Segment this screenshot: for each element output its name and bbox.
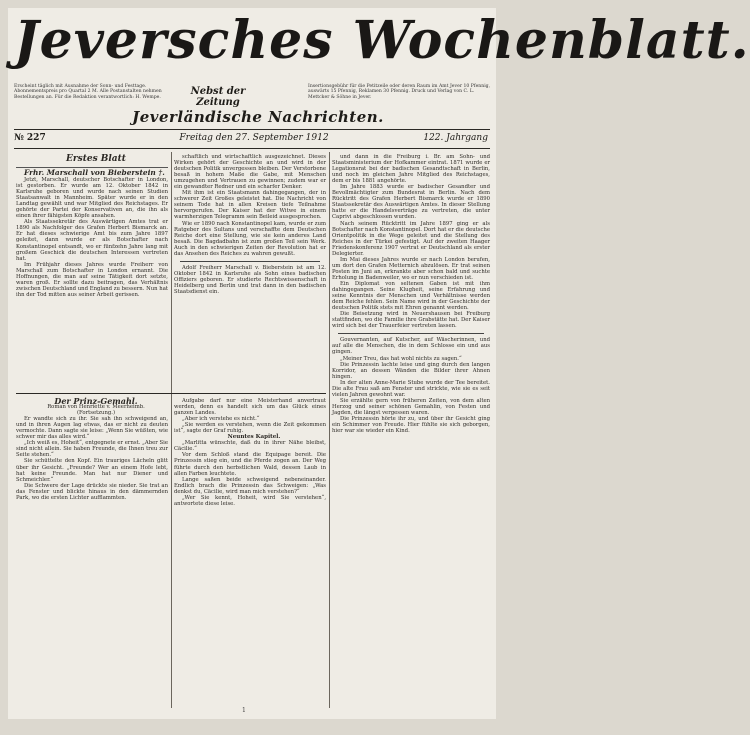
column-rule-2 xyxy=(329,152,330,708)
story-paragraph: Gouvernanten, auf Kutscher, auf Wäscherinnen, und auf alle die Menschen, die in dem Schlosse ein und aus gingen. xyxy=(332,337,490,356)
feuilleton-column-1 xyxy=(16,398,168,710)
masthead-subrow xyxy=(8,84,496,106)
issue-number: № 227 xyxy=(14,133,46,143)
article-paragraph: Die Beisetzung wird in Neuershausen bei Freiburg stattfinden, wo die Familie ihre Grabstätte hat. Der Kaiser wird sich bei der Trauerfeier vertreten lassen. xyxy=(332,311,490,330)
story-paragraph: Sie schüttelte den Kopf. Ein trauriges Lächeln glitt über ihr Gesicht. „Freunde? Wer an einem Hofe lebt, hat keine Freunde. Man hat nur Diener und Schmeichler.“ xyxy=(16,458,168,483)
column-3 xyxy=(332,154,490,710)
chapter-heading: Neuntes Kapitel. xyxy=(227,434,281,441)
masthead-right-notice: Insertionsgebühr für die Petitzeile oder deren Raum im Amt Jever 10 Pfennig, auswärts 15 Pfennig, Reklamen 30 Pfennig. Druck und Verlag von C. L. Mettcker & Söhne in Jever. xyxy=(308,84,491,100)
rule-issue xyxy=(14,148,490,149)
article-paragraph: und dann in die Freiburg i. Br. am Sohn- und Staatsministerium der Hofkammer eintrat. 1871 wurde er Legationsrat bei der badischen Gesandtschaft in Berlin, und noch im gleichen Jahre Mitglied des Reichstages, dem er bis 1881 angehörte. xyxy=(332,154,490,185)
article-paragraph: Adolf Freiherr Marschall v. Bieberstein ist am 12. Oktober 1842 in Karlsruhe als Sohn eines badischen Offiziers geboren. Er studierte Rechtswissenschaft in Heidelberg und Berlin und trat dann in den badischen Staatsdienst ein. xyxy=(174,264,326,295)
page-number: 1 xyxy=(242,707,246,714)
feuilleton-column-2 xyxy=(174,398,326,710)
masthead-title: Jeversches Wochenblatt. xyxy=(14,10,750,71)
story-paragraph: „Meiner Treu, das hat wohl nichts zu sagen.“ xyxy=(340,355,462,362)
column-rule-1 xyxy=(171,152,172,708)
story-paragraph: Sie erzählte gern von früheren Zeiten, von dem alten Herzog und seiner schönen Gemahlin, von Festen und Jagden, die längst vergessen waren. xyxy=(332,397,490,416)
article-paragraph: Im Jahre 1883 wurde er badischer Gesandter und Bevollmächtigter zum Bundesrat in Berlin. Nach dem Rücktritt des Grafen Herbert Bismarck wurde er 1890 Staatssekretär des Auswärtigen Amtes. In dieser Stellung hatte er die Handelsverträge zu vertreten, die unter Caprivi abgeschlossen wurden. xyxy=(332,184,490,221)
section-heading: Erstes Blatt xyxy=(16,154,168,168)
story-paragraph: „Ich weiß es, Hoheit“, entgegnete er ernst. „Aber Sie sind nicht allein. Sie haben Freunde, die Ihnen treu zur Seite stehen.“ xyxy=(16,440,168,459)
story-author: Roman von Henriette v. Meerheimb. xyxy=(47,404,145,411)
article-paragraph: Im Mai dieses Jahres wurde er nach London berufen, um dort den Grafen Metternich abzulösen. Er trat seinen Posten im Juni an, erkrankte aber schon bald und suchte Erholung in Badenweiler, wo er nun verschieden ist. xyxy=(332,256,490,281)
story-paragraph: „Wer Sie kennt, Hoheit, wird Sie verstehen“, antwortete diese leise. xyxy=(174,494,326,507)
story-paragraph: Die Prinzessin hörte ihr zu, und über ihr Gesicht ging ein Schimmer von Freude. Hier fühlte sie sich geborgen, hier war sie wieder ein Kind. xyxy=(332,415,490,435)
article-paragraph: Im Frühjahr dieses Jahres wurde Freiherr von Marschall zum Botschafter in London ernannt. Die Hoffnungen, die man auf seine Tätigkeit dort setzte, waren groß. Er sollte dazu beitragen, das Verhältnis zwischen Deutschland und England zu bessern. Nun hat ihn der Tod mitten aus seiner Arbeit gerissen. xyxy=(16,261,168,298)
story-paragraph: In der alten Anne-Marie Stube wurde der Tee bereitet. Die alte Frau saß am Fenster und strickte, wie sie es seit vielen Jahren gewohnt war. xyxy=(332,379,490,398)
story-paragraph: Die Prinzessin lachte leise und ging durch den langen Korridor, an dessen Wänden die Bilder ihrer Ahnen hingen. xyxy=(332,361,490,380)
story-paragraph: Er wandte sich zu ihr. Sie sah ihn schweigend an, und in ihren Augen lag etwas, das er nicht zu deuten vermochte. Dann sagte sie leise: „Wenn Sie wüßten, wie schwer mir das alles wird.“ xyxy=(16,416,168,441)
column-2 xyxy=(174,154,326,390)
masthead-left-notice: Erscheint täglich mit Ausnahme der Sonn- und Festtage. Abonnementspreis pro Quartal 2 M. Alle Postanstalten nehmen Bestellungen an. Für die Redaktion verantwortlich: H. Wempe. xyxy=(14,84,162,100)
article-paragraph: Nach seinem Rücktritt im Jahre 1897 ging er als Botschafter nach Konstantinopel. Dort hat er die deutsche Orientpolitik in die Wege geleitet und die Stellung des Reiches in der Türkei gefestigt. Auf der zweiten Haager Friedenskonferenz 1907 vertrat er Deutschland als erster Delegierter. xyxy=(332,220,490,257)
story-paragraph: „Aber ich verstehe es nicht.“ xyxy=(182,416,260,423)
story-paragraph: Lange saßen beide schweigend nebeneinander. Endlich brach die Prinzessin das Schweigen: „Was denkst du, Cäcilie, wird man mich verstehen?“ xyxy=(174,476,326,495)
masthead-nebst: Nebst der Zeitung xyxy=(190,86,246,108)
article-paragraph: Ein Diplomat von seltenen Gaben ist mit ihm dahingegangen. Seine Klugheit, seine Erfahrung und seine Kenntnis der Menschen und Verhältnisse werden dem Reiche fehlen. Sein Name wird in der Geschichte der deutschen Politik stets mit Ehren genannt werden. xyxy=(332,280,490,312)
rule-feuilleton xyxy=(16,393,326,394)
article-headline: Frhr. Marschall von Bieberstein †. xyxy=(24,168,165,177)
article-paragraph: schaftlich und wirtschaftlich ausgezeichnet. Dieses Wirken gehört der Geschichte an und wird in der deutschen Politik unvergessen bleiben. Der Verstorbene besaß in hohem Maße die Gabe, mit Menschen umzugehen und Vertrauen zu gewinnen; zudem war er ein gewandter Redner und ein scharfer Denker. xyxy=(174,154,326,191)
story-paragraph: Aufgabe darf nur eine Meisterhand anvertraut werden, denn es handelt sich um das Glück eines ganzen Landes. xyxy=(174,398,326,417)
issue-year: 122. Jahrgang xyxy=(423,133,488,143)
article-separator xyxy=(338,333,484,334)
rule-top xyxy=(14,129,490,130)
article-paragraph: Jetzt, Marschall, deutscher Botschafter in London, ist gestorben. Er wurde am 12. Oktober 1842 in Karlsruhe geboren und wurde nach seinen Studien Staatsanwalt in Mannheim. Später wurde er in den Landtag gewählt und war Mitglied des Reichstages. Er gehörte der Partei der Konservativen an, die ihn als einen ihrer fähigsten Köpfe ansahen. xyxy=(16,177,168,220)
article-paragraph: Als Staatssekretär des Auswärtigen Amtes trat er 1890 als Nachfolger des Grafen Herbert Bismarck an. Er hat dieses schwierige Amt bis zum Jahre 1897 geleitet, dann wurde er als Botschafter nach Konstantinopel entsandt, wo er fünfzehn Jahre lang mit großem Geschick die deutschen Interessen vertreten hat. xyxy=(16,219,168,262)
story-continuation: (Fortsetzung.) xyxy=(76,410,116,417)
story-paragraph: Vor dem Schloß stand die Equipage bereit. Die Prinzessin stieg ein, und die Pferde zogen an. Der Weg führte durch den herbstlichen Wald, dessen Laub in allen Farben leuchtete. xyxy=(174,452,326,477)
issue-date: Freitag den 27. September 1912 xyxy=(179,133,329,143)
article-paragraph: Mit ihm ist ein Staatsmann dahingegangen, der in schwerer Zeit Großes geleistet hat. Die Nachricht von seinem Tode hat in allen Kreisen tiefe Teilnahme hervorgerufen. Der Kaiser hat der Witwe in einem warmherzigen Telegramm sein Beileid ausgesprochen. xyxy=(174,190,326,221)
newspaper-page xyxy=(8,8,750,719)
article-paragraph: Wie er 1890 nach Konstantinopel kam, wurde er zum Ratgeber des Sultans und verschaffte dem Deutschen Reiche dort eine Stellung, wie sie kein anderes Land besaß. Die Bagdadbahn ist zum großen Teil sein Werk. Auch in den schwierigen Zeiten der Revolution hat er das Ansehen des Reiches zu wahren gewußt. xyxy=(174,220,326,257)
story-paragraph: Die Schwere der Lage drückte sie nieder. Sie trat an das Fenster und blickte hinaus in den dämmernden Park, wo die ersten Lichter aufflammten. xyxy=(16,482,168,501)
article-separator xyxy=(180,261,320,262)
story-paragraph: „Marlitta wünschte, daß du in ihrer Nähe bleibst, Cäcilie.“ xyxy=(174,440,326,453)
story-title: Der Prinz-Gemahl. xyxy=(54,396,138,406)
masthead-subtitle: Jeverländische Nachrichten. xyxy=(132,108,384,126)
column-1 xyxy=(16,154,168,390)
issue-row xyxy=(14,132,490,146)
story-paragraph: „Sie werden es verstehen, wenn die Zeit gekommen ist“, sagte der Graf ruhig. xyxy=(174,422,326,435)
